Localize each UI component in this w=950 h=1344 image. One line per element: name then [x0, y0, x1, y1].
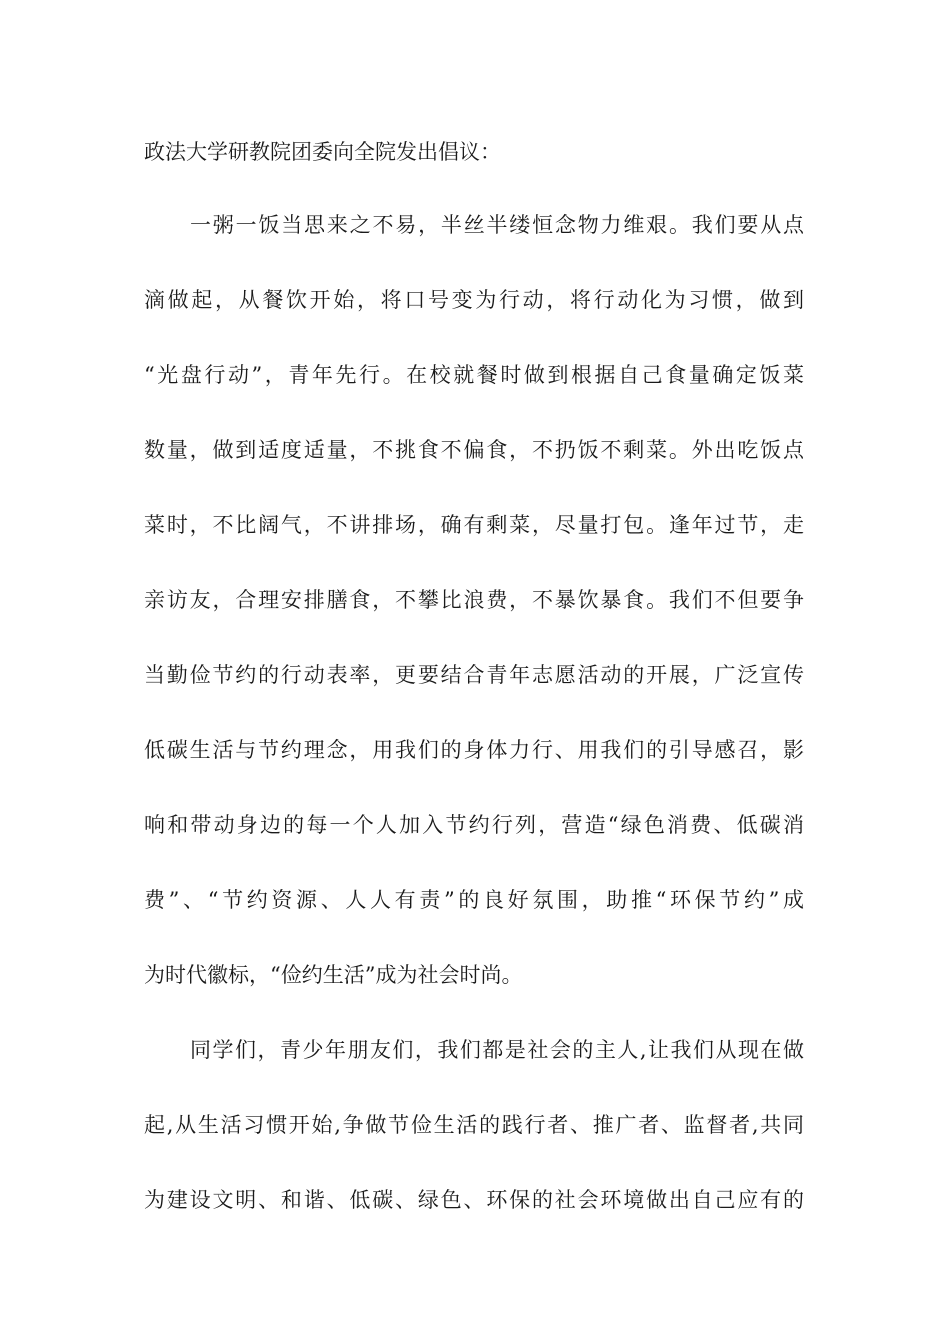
text-line-paragraph1-end: 为时代徽标，“俭约生活”成为社会时尚。: [144, 963, 523, 987]
text-line-paragraph1-start: 一粥一饭当思来之不易，半丝半缕恒念物力维艰。我们要从点: [190, 213, 804, 237]
text-line-paragraph2-start: 同学们，青少年朋友们，我们都是社会的主人,让我们从现在做: [190, 1038, 804, 1062]
text-line: 费”、“节约资源、人人有责”的良好氛围，助推“环保节约”成: [144, 888, 804, 912]
text-line: 起,从生活习惯开始,争做节俭生活的践行者、推广者、监督者,共同: [144, 1113, 804, 1137]
text-line: 滴做起，从餐饮开始，将口号变为行动，将行动化为习惯，做到: [144, 288, 804, 312]
text-line: 菜时，不比阔气，不讲排场，确有剩菜，尽量打包。逢年过节，走: [144, 513, 804, 537]
text-line: “光盘行动”，青年先行。在校就餐时做到根据自己食量确定饭菜: [144, 363, 804, 387]
text-line: 响和带动身边的每一个人加入节约行列，营造“绿色消费、低碳消: [144, 813, 804, 837]
text-line: 为建设文明、和谐、低碳、绿色、环保的社会环境做出自己应有的: [144, 1188, 804, 1212]
text-line-intro: 政法大学研教院团委向全院发出倡议：: [144, 140, 501, 164]
text-line: 低碳生活与节约理念，用我们的身体力行、用我们的引导感召，影: [144, 738, 804, 762]
text-line: 当勤俭节约的行动表率，更要结合青年志愿活动的开展，广泛宣传: [144, 663, 804, 687]
text-line: 数量，做到适度适量，不挑食不偏食，不扔饭不剩菜。外出吃饭点: [144, 438, 804, 462]
text-line: 亲访友，合理安排膳食，不攀比浪费，不暴饮暴食。我们不但要争: [144, 588, 804, 612]
